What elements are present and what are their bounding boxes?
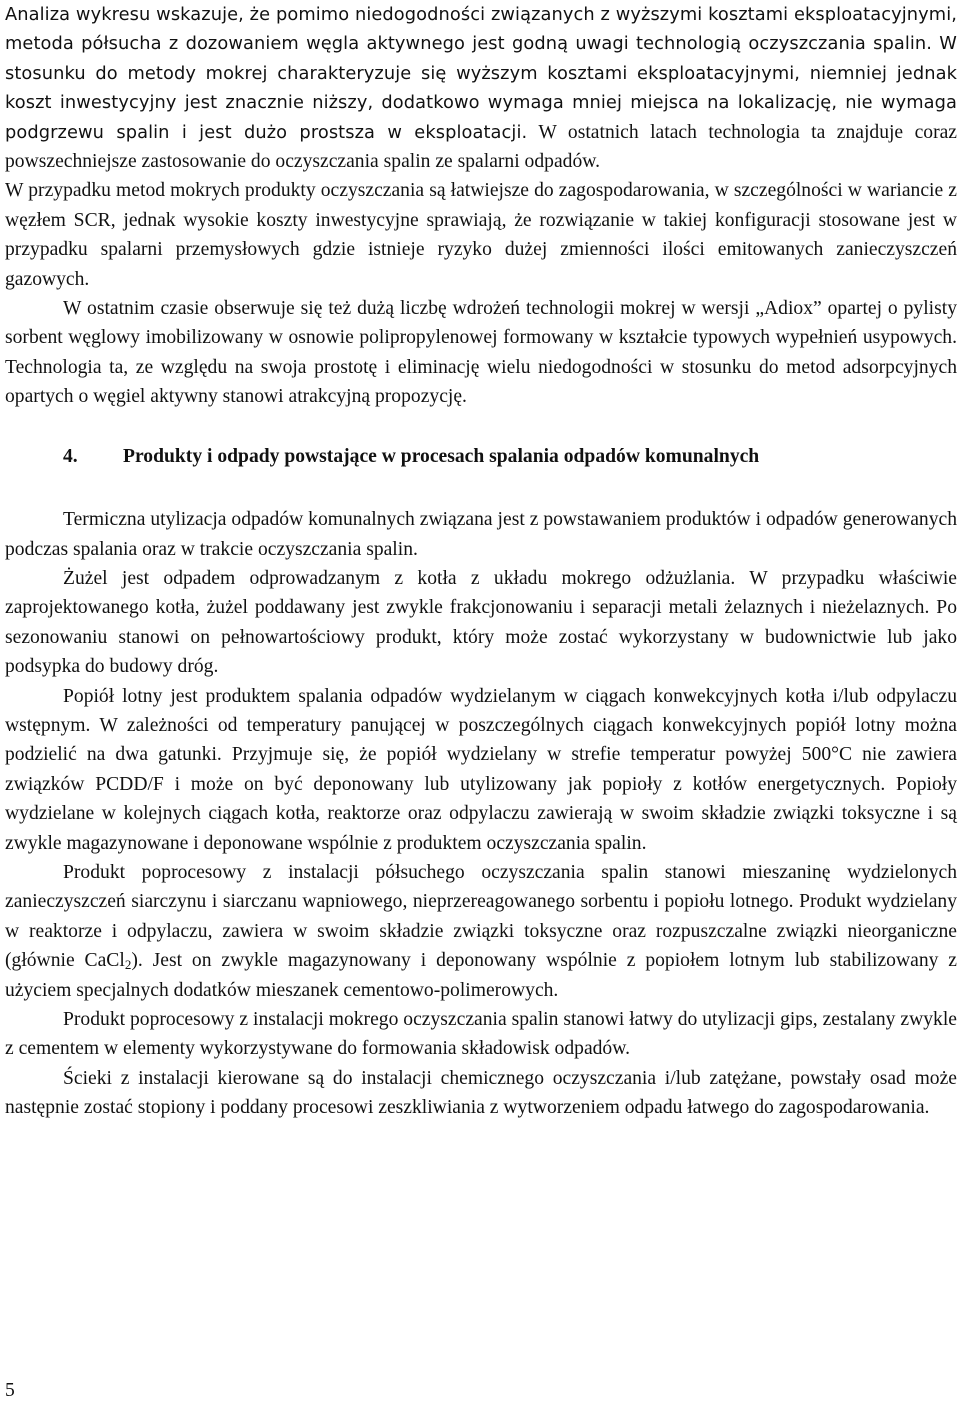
paragraph-text: Produkt poprocesowy z instalacji półsuchego oczyszczania spalin stanowi mieszaninę wydzielonych zanieczyszczeń siarczynu i siarczanu wapniowego, nieprzereagowanego sorbentu i popiołu lotnego. Produkt wydzielany w reaktorze i odpylaczu, zawiera w swoim składzie związki toksyczne oraz rozpuszczalne związki nieorganiczne (głównie CaCl — [5, 861, 957, 972]
section-number: 4. — [63, 445, 78, 467]
paragraph-text-serif: W ostatnich latach technologia ta znajduje coraz powszechniejsze zastosowanie do oczyszczania spalin ze spalarni odpadów. — [5, 121, 957, 173]
paragraph-fly-ash — [5, 682, 957, 858]
section-title: Produkty i odpady powstające w procesach spalania odpadów komunalnych — [123, 445, 760, 467]
paragraph-text: Produkt poprocesowy z instalacji mokrego oczyszczania spalin stanowi łatwy do utylizacji gips, zestalany zwykle z cementem w elementy wykorzystywane do formowania składowisk odpadów. — [5, 1009, 957, 1060]
paragraph-text-sans: Analiza wykresu wskazuje, że pomimo niedogodności związanych z wyższymi kosztami eksploatacyjnymi, metoda półsucha z dozowaniem węgla aktywnego jest godną uwagi technologią oczyszczania spalin. — [5, 4, 957, 55]
paragraph-text: Ścieki z instalacji kierowane są do instalacji chemicznego oczyszczania i/lub zatężane, powstały osad może następnie zostać stopiony i poddany procesowi zeszkliwiania z wytworzeniem odpadu łatwego do zagospodarowania. — [5, 1067, 957, 1119]
paragraph-text: W przypadku metod mokrych produkty oczyszczania są łatwiejsze do zagospodarowania, w szczególności w wariancie z węzłem SCR, jednak wysokie koszty inwestycyjne sprawiają, że rozwiązanie w takiej konfiguracji stosowane jest w przypadku spalarni przemysłowych gdzie istnieje ryzyko dużej zmienności ilości emitowanych zanieczyszczeń gazowych. — [5, 180, 957, 290]
paragraph-text: Termiczna utylizacja odpadów komunalnych związana jest z powstawaniem produktów i odpadów generowanych podczas spalania oraz w trakcie oczyszczania spalin. — [5, 509, 957, 560]
paragraph-adiox — [5, 294, 957, 412]
section-heading — [5, 442, 957, 471]
paragraph-text-cont: ). Jest on zwykle magazynowany i deponowany wspólnie z popiołem lotnym lub stabilizowany z użyciem specjalnych dodatków mieszanek cementowo-polimerowych. — [5, 950, 958, 1001]
paragraph-thermal-utilization — [5, 505, 957, 564]
paragraph-slag — [5, 564, 957, 682]
paragraph-wet-methods — [5, 176, 957, 294]
paragraph-semi-dry-product — [5, 858, 957, 1005]
paragraph-wastewater — [5, 1064, 957, 1123]
document-page — [5, 0, 957, 1123]
subscript: 2 — [124, 957, 132, 973]
paragraph-text: W ostatnim czasie obserwuje się też dużą liczbę wdrożeń technologii mokrej w wersji „Adiox” opartej o pylisty sorbent węglowy imobilizowany w osnowie polipropylenowej formowany w kształcie typowych wypełnień usypowych. Technologia ta, ze względu na swoja prostotę i eliminację wielu niedogodności w stosunku do metod adsorpcyjnych opartych o węgiel aktywny stanowi atrakcyjną propozycję. — [5, 298, 957, 408]
paragraph-text: Żużel jest odpadem odprowadzanym z kotła z układu mokrego odżużlania. W przypadku właściwie zaprojektowanego kotła, żużel poddawany jest zwykle frakcjonowaniu i separacji metali żelaznych i nieżelaznych. Po sezonowaniu stanowi on pełnowartościowy produkt, który może zostać wykorzystany w budownictwie lub jako podsypka do budowy dróg. — [5, 567, 957, 678]
paragraph-wet-product — [5, 1005, 957, 1064]
paragraph-semi-dry-analysis — [5, 0, 957, 176]
page-number: 5 — [5, 1380, 15, 1401]
paragraph-text: Popiół lotny jest produktem spalania odpadów wydzielanym w ciągach konwekcyjnych kotła i/lub odpylaczu wstępnym. W zależności od temperatury panującej w poszczególnych ciągach konwekcyjnych popiół lotny można podzielić na dwa gatunki. Przyjmuje się, że popiół wydzielany w strefie temperatur powyżej 500°C nie zawiera związków PCDD/F i może on być deponowany lub utylizowany jak popioły z kotłów energetycznych. Popioły wydzielane w kolejnych ciągach kotła, reaktorze oraz odpylaczu zawierają w swoim składzie związki toksyczne i są zwykle magazynowane i deponowane wspólnie z produktem oczyszczania spalin. — [5, 685, 957, 854]
paragraph-text-sans-cont: W stosunku do metody mokrej charakteryzuje się wyższym kosztami eksploatacyjnymi, niemniej jednak koszt inwestycyjny jest znacznie niższy, dodatkowo wymaga mniej miejsca na lokalizację, nie wymaga podgrzewu spalin i jest dużo prostsza w eksploatacji. — [5, 33, 957, 143]
